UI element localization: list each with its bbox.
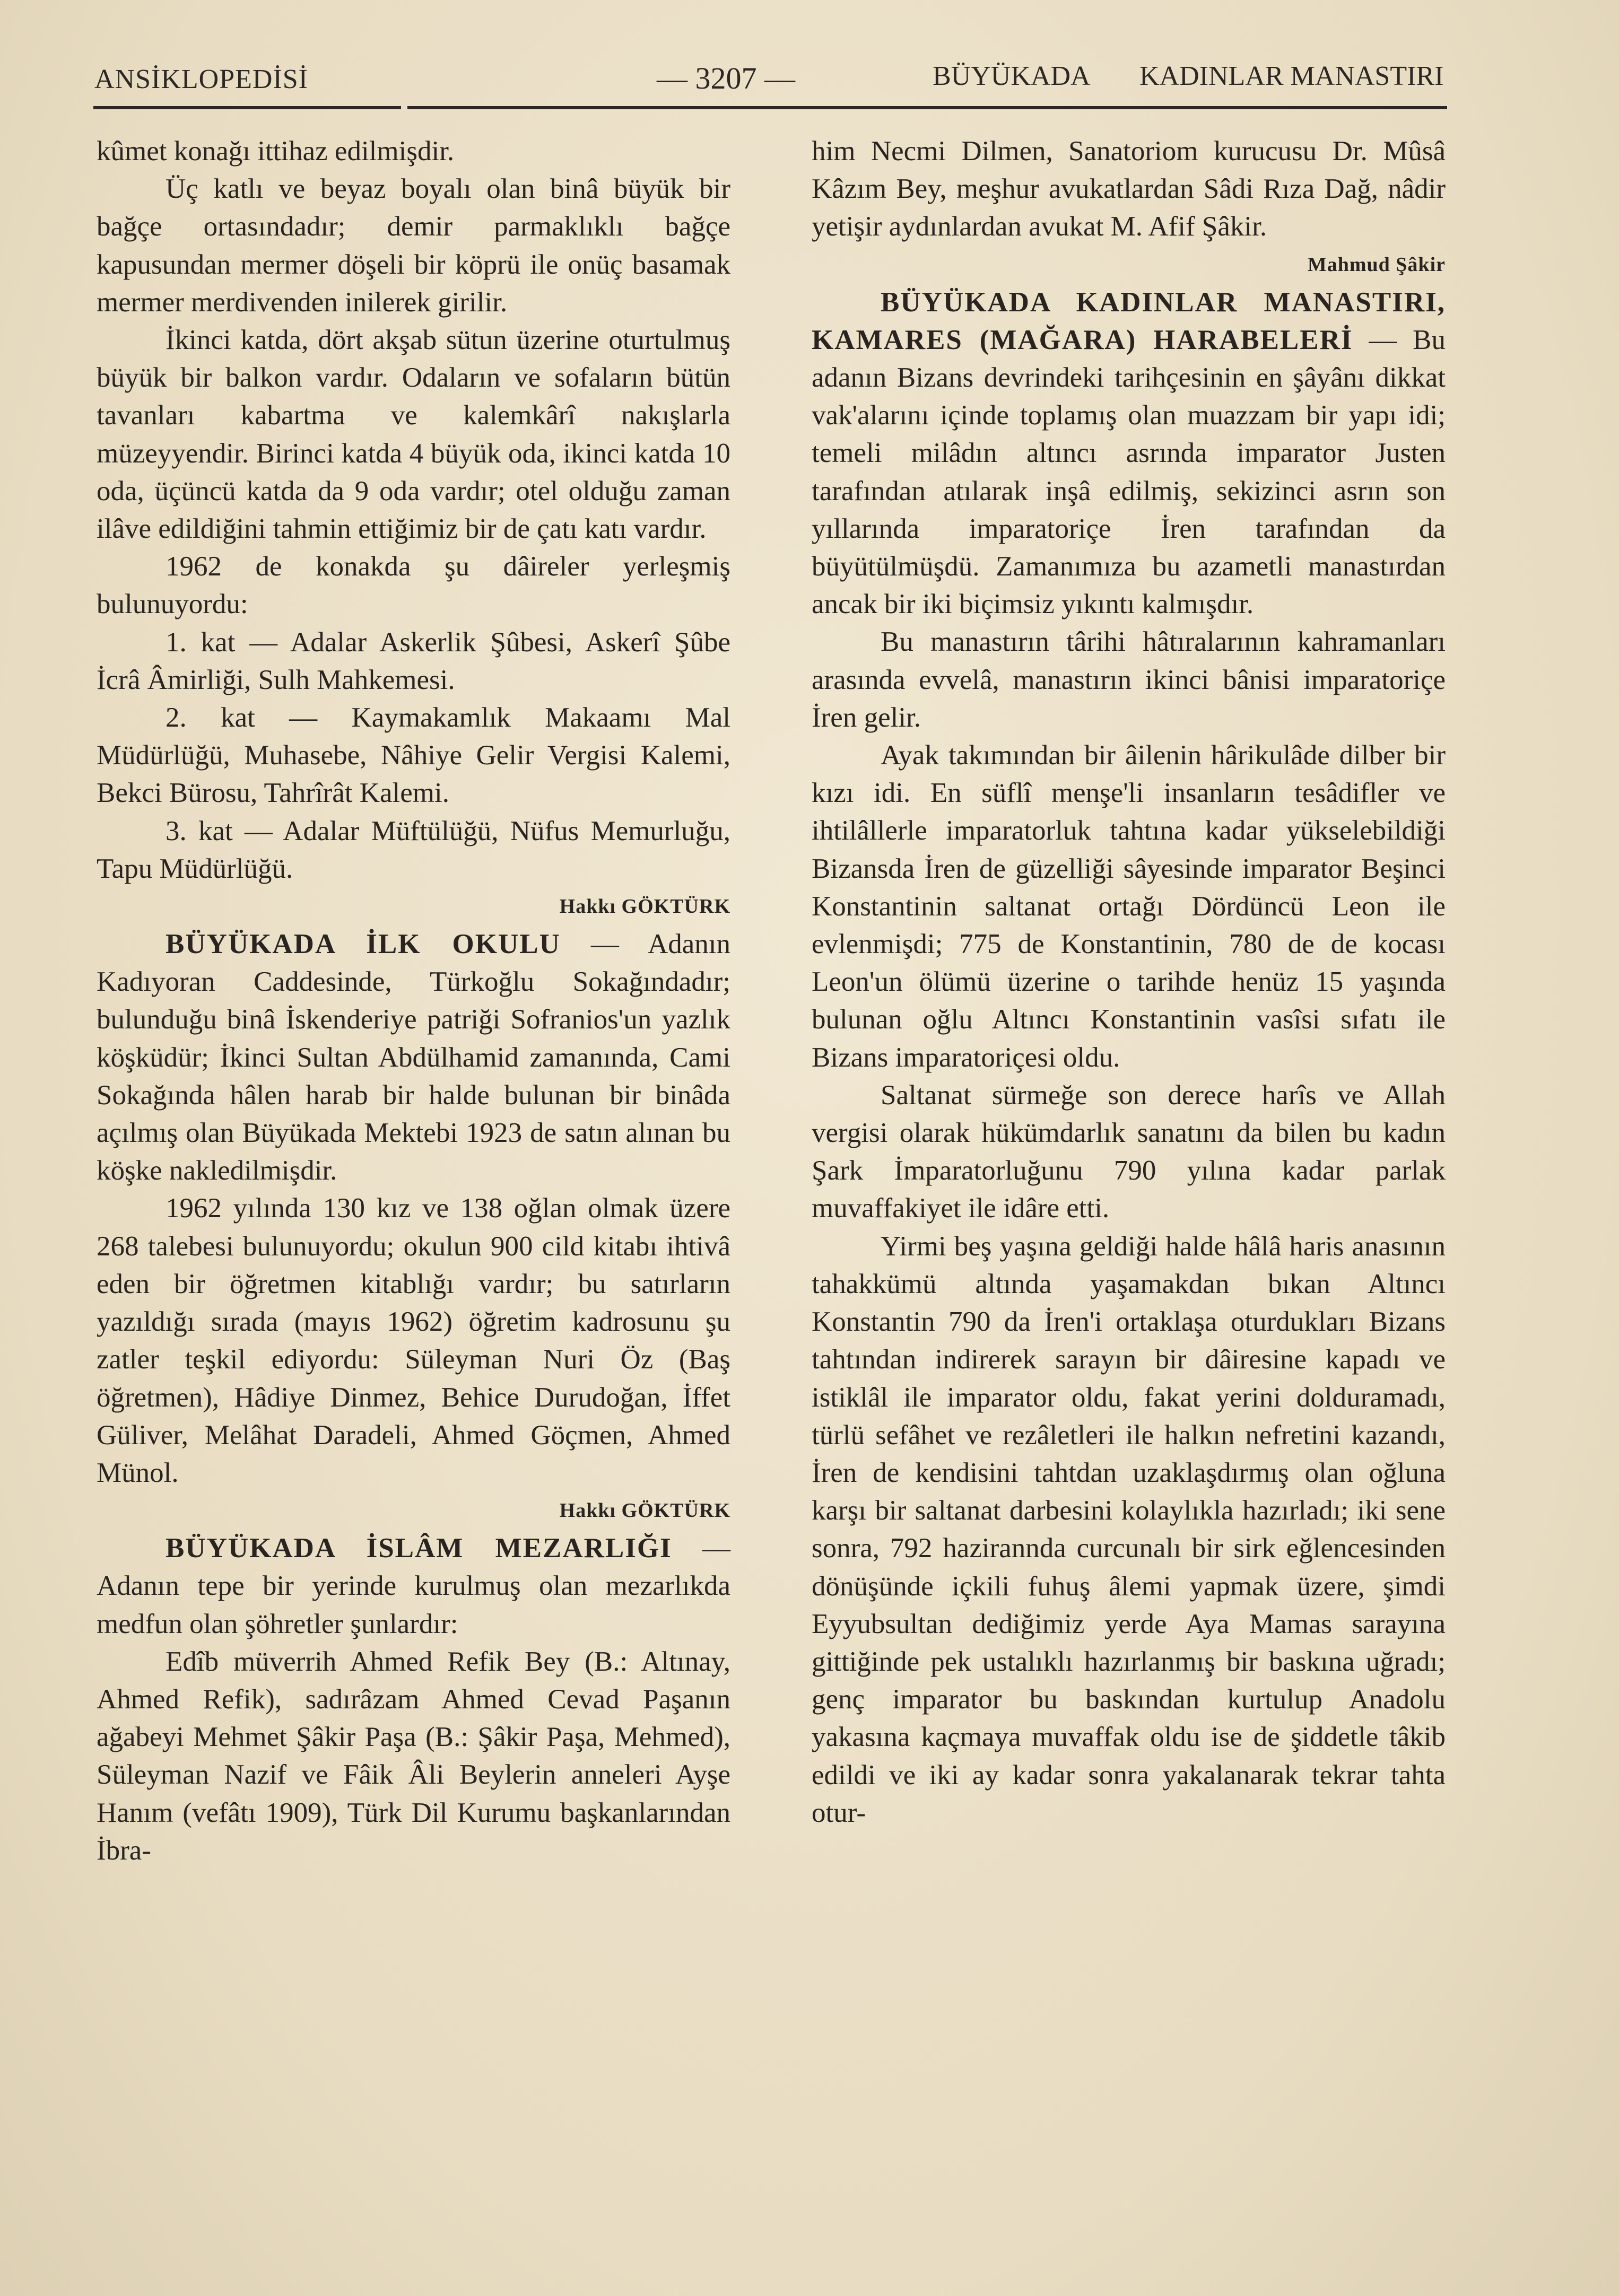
entry-paragraph [812, 284, 1446, 624]
paragraph: Üç katlı ve beyaz boyalı olan binâ büyük bir bağçe ortasındadır; demir parmaklıklı bağçe kapusundan mermer döşeli bir köprü ile onüç basamak mermer merdivenden inilerek girilir. [97, 173, 730, 318]
entry-heading: BÜYÜKADA İSLÂM MEZARLIĞI [166, 1533, 672, 1564]
entry-heading: BÜYÜKADA KADINLAR MANASTIRI, KAMARES (MAĞARA) HARABELERİ [812, 286, 1446, 355]
paragraph: 1. kat — Adalar Askerlik Şûbesi, Askerî Şûbe İcrâ Âmirliği, Sulh Mahkemesi. [97, 626, 730, 695]
paragraph: 3. kat — Adalar Müftülüğü, Nüfus Memurluğu, Tapu Müdürlüğü. [97, 815, 730, 884]
entry-text: — Adanın tepe bir yerinde kurulmuş olan mezarlıkda medfun olan şöhretler şunlardır: [97, 1533, 730, 1639]
left-column [97, 133, 730, 1870]
paragraph: 2. kat — Kaymakamlık Makaamı Mal Müdürlüğü, Muhasebe, Nâhiye Gelir Vergisi Kalemi, Bekci Bürosu, Tahrîrât Kalemi. [97, 702, 730, 809]
running-header [94, 53, 1447, 95]
paragraph: him Necmi Dilmen, Sanatoriom kurucusu Dr. Mûsâ Kâzım Bey, meşhur avukatlardan Sâdi Rıza Dağ, nâdir yetişir aydınlardan avukat M. Afif Şâkir. [812, 136, 1446, 242]
paragraph: Saltanat sürmeğe son derece harîs ve Allah vergisi olarak hükümdarlık sanatını da bilen bu kadın Şark İmparatorluğunu 790 yılına kadar parlak muvaffakiyet ile idâre etti. [812, 1079, 1446, 1224]
paragraph: Bu manastırın târihi hâtıralarının kahramanları arasında evvelâ, manastırın ikinci bânisi imparatoriçe İren gelir. [812, 626, 1446, 733]
header-left: ANSİKLOPEDİSİ [94, 64, 308, 94]
paragraph: Ayak takımından bir âilenin hârikulâde dilber bir kızı idi. En süflî menşe'li insanların tesâdifler ve ihtilâllerle imparatorluk tahtına kadar yükselebildiği Bizansda İren de güzelliği sâyesinde imparator Beşinci Konstantinin saltanat ortağı Dördüncü Leon ile evlenmişdi; 775 de Konstantinin, 780 de de kocası Leon'un ölümü üzerine o tarihde henüz 15 yaşında bulunan oğlu Altıncı Konstantinin vasîsi sıfatı ile Bizans imparatoriçesi oldu. [812, 740, 1446, 1073]
entry-text: — Bu adanın Bizans devrindeki tarihçesinin en şâyânı dikkat vak'alarını içinde toplamış olan muazzam bir yapı idi; temeli milâdın altıncı asrında imparator Justen tarafından atılarak inşâ edilmiş, sekizinci asrın son yıllarında imparatoriçe İren tarafından da büyütülmüşdü. Zamanımıza bu azametli manastırdan ancak bir iki biçimsiz yıkıntı kalmışdır. [812, 324, 1446, 620]
paragraph: Edîb müverrih Ahmed Refik Bey (B.: Altınay, Ahmed Refik), sadırâzam Ahmed Cevad Paşanın ağabeyi Mehmet Şâkir Paşa (B.: Şâkir Paşa, Mehmed), Süleyman Nazif ve Fâik Âli Beylerin anneleri Ayşe Hanım (vefâtı 1909), Türk Dil Kurumu başkanlarından İbra- [97, 1646, 730, 1866]
author-signature: Hakkı GÖKTÜRK [559, 1499, 730, 1522]
right-column [812, 133, 1446, 1832]
paragraph: Yirmi beş yaşına geldiği halde hâlâ haris anasının tahakkümü altında yaşamakdan bıkan Altıncı Konstantin 790 da İren'i ortaklaşa oturdukları Bizans tahtından indirerek sarayın bir dâiresine kapadı ve istiklâl ile imparator oldu, fakat yerini dolduramadı, türlü sefâhet ve rezâletleri ile halkın nefretini kazandı, İren de kendisini tahtdan uzaklaşdırmış olan oğluna karşı bir saltanat darbesini kolaylıkla hazırladı; iki sene sonra, 792 hazirannda curcunalı bir sirk eğlencesinden dönüşünde içkili fuhuş âlemi yapmak üzere, şimdi Eyyubsultan dediğimiz yerde Aya Mamas sarayına gittiğinde pek ustalıklı hazırlanmış bir baskına uğradı; genç imparator bu baskından kurtulup Anadolu yakasına kaçmaya muvaffak oldu ise de şiddetle tâkib edildi ve iki ay kadar sonra yakalanarak tekrar tahta otur- [812, 1230, 1446, 1828]
entry-heading: BÜYÜKADA İLK OKULU [166, 929, 561, 960]
header-rule-right [407, 106, 1447, 109]
author-signature: Hakkı GÖKTÜRK [559, 895, 730, 918]
entry-text: — Adanın Kadıyoran Caddesinde, Türkoğlu Sokağındadır; bulunduğu binâ İskenderiye patriği Sofranios'un yazlık köşküdür; İkinci Sultan Abdülhamid zamanında, Cami Sokağında hâlen harab bir halde bulunan bir binâda açılmış olan Büyükada Mektebi 1923 de satın alınan bu köşke nakledilmişdir. [97, 929, 730, 1186]
page-number: — 3207 — [657, 61, 795, 95]
paragraph: 1962 yılında 130 kız ve 138 oğlan olmak üzere 268 talebesi bulunuyordu; okulun 900 cild kitabı ihtivâ eden bir öğretmen kitablığı vardır; bu satırların yazıldığı sırada (mayıs 1962) öğretim kadrosunu şu zatler teşkil ediyordu: Süleyman Nuri Öz (Baş öğretmen), Hâdiye Dinmez, Behice Durudoğan, İffet Güliver, Melâhat Daradeli, Ahmed Göçmen, Ahmed Münol. [97, 1193, 730, 1488]
paragraph: 1962 de konakda şu dâireler yerleşmiş bulunuyordu: [97, 551, 730, 620]
entry-paragraph [97, 1530, 730, 1643]
header-right-2: KADINLAR MANASTIRI [1139, 61, 1444, 91]
author-signature: Mahmud Şâkir [1307, 253, 1446, 276]
header-rule-left [93, 106, 401, 109]
header-right-1: BÜYÜKADA [933, 61, 1091, 91]
paragraph: İkinci katda, dört akşab sütun üzerine oturtulmuş büyük bir balkon vardır. Odaların ve sofaların bütün tavanları kabartma ve kalemkârî nakışlarla müzeyyendir. Birinci katda 4 büyük oda, ikinci katda 10 oda, üçüncü katda da 9 oda vardır; otel olduğu zaman ilâve edildiğini tahmin ettiğimiz bir de çatı katı vardır. [97, 325, 730, 545]
entry-paragraph [97, 926, 730, 1190]
paragraph: kûmet konağı ittihaz edilmişdir. [97, 136, 455, 167]
